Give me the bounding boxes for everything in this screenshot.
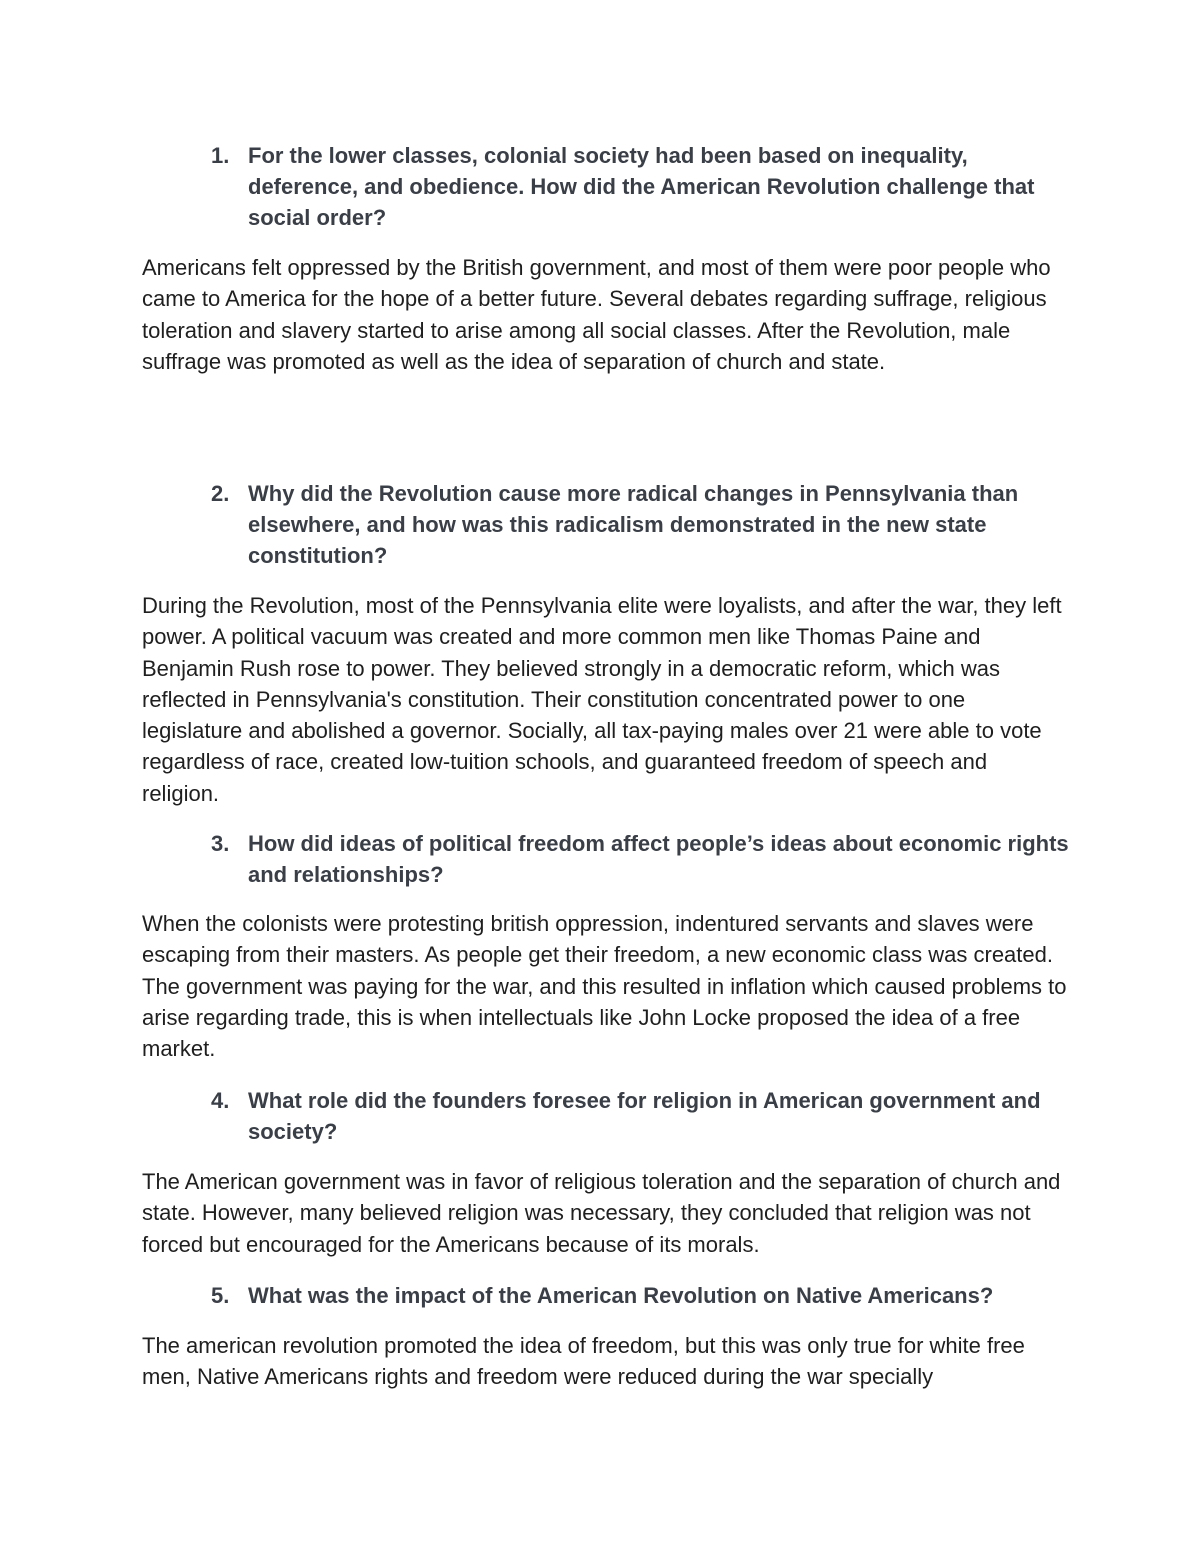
question-number: 3. — [211, 831, 230, 856]
question-number: 1. — [211, 143, 230, 168]
question-3 — [211, 828, 1071, 890]
question-text: For the lower classes, colonial society had been based on inequality, deference, and obedience. How did the American Revolution challenge that social order? — [248, 143, 1035, 230]
answer-2: During the Revolution, most of the Pennsylvania elite were loyalists, and after the war, they left power. A political vacuum was created and more common men like Thomas Paine and Benjamin Rush rose to power. They believed strongly in a democratic reform, which was reflected in Pennsylvania's constitution. Their constitution concentrated power to one legislature and abolished a governor. Socially, all tax-paying males over 21 were able to vote regardless of race, created low-tuition schools, and guaranteed freedom of speech and religion. — [142, 593, 1062, 806]
question-number: 4. — [211, 1088, 230, 1113]
question-text: How did ideas of political freedom affect people’s ideas about economic rights and relationships? — [248, 831, 1069, 887]
answer-1: Americans felt oppressed by the British government, and most of them were poor people who came to America for the hope of a better future. Several debates regarding suffrage, religious toleration and slavery started to arise among all social classes. After the Revolution, male suffrage was promoted as well as the idea of separation of church and state. — [142, 255, 1051, 374]
question-number: 5. — [211, 1283, 230, 1308]
answer-3: When the colonists were protesting british oppression, indentured servants and slaves were escaping from their masters. As people get their freedom, a new economic class was created. The government was paying for the war, and this resulted in inflation which caused problems to arise regarding trade, this is when intellectuals like John Locke proposed the idea of a free market. — [142, 911, 1067, 1062]
question-text: What role did the founders foresee for religion in American government and society? — [248, 1088, 1041, 1144]
question-text: Why did the Revolution cause more radical changes in Pennsylvania than elsewhere, and how was this radicalism demonstrated in the new state constitution? — [248, 481, 1019, 568]
question-number: 2. — [211, 481, 230, 506]
question-4 — [211, 1085, 1071, 1147]
answer-4: The American government was in favor of religious toleration and the separation of church and state. However, many believed religion was necessary, they concluded that religion was not forced but encouraged for the Americans because of its morals. — [142, 1169, 1061, 1257]
answer-5: The american revolution promoted the idea of freedom, but this was only true for white free men, Native Americans rights and freedom were reduced during the war specially — [142, 1333, 1025, 1390]
question-5 — [211, 1280, 1071, 1311]
question-2 — [211, 478, 1071, 571]
question-1 — [211, 140, 1071, 233]
question-text: What was the impact of the American Revolution on Native Americans? — [248, 1283, 994, 1308]
